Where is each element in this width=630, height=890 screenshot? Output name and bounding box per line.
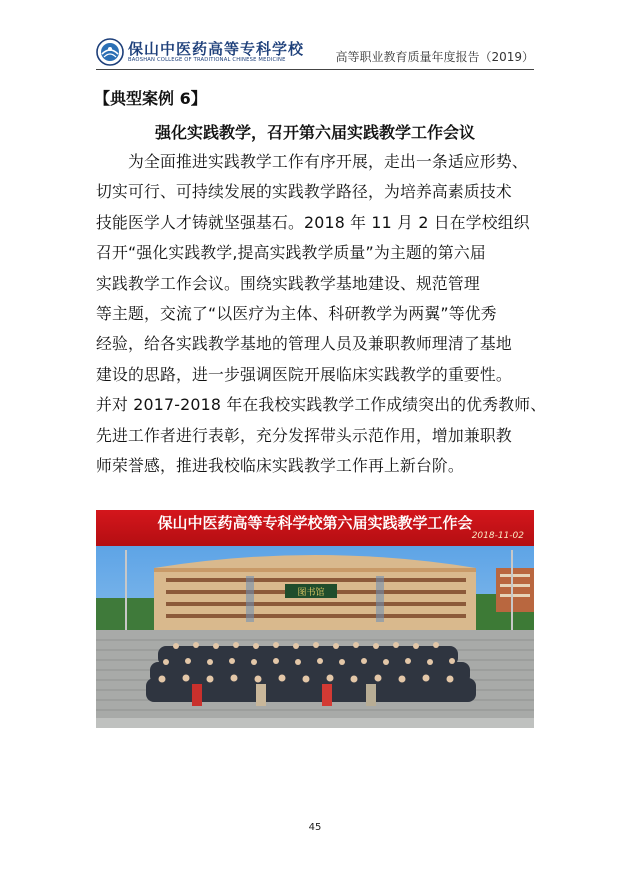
page-number: 45: [308, 822, 322, 833]
body-line: 并对 2017-2018 年在我校实践教学工作成绩突出的优秀教师、: [96, 395, 547, 415]
photo-scene: [96, 546, 534, 728]
body-line: 等主题，交流了“以医疗为主体、科研教学为两翼”等优秀: [96, 303, 497, 323]
article-title: 强化实践教学，召开第六届实践教学工作会议: [154, 123, 475, 142]
building-sign: 图书馆: [297, 588, 325, 598]
photo-banner: [96, 510, 534, 546]
body-line: 经验，给各实践教学基地的管理人员及兼职教师理清了基地: [96, 334, 512, 354]
group-photo: [96, 510, 534, 728]
body-line: 为全面推进实践教学工作有序开展，走出一条适应形势、: [128, 152, 528, 171]
body-line: 先进工作者进行表彰，充分发挥带头示范作用，增加兼职教: [96, 425, 512, 445]
header-divider: [96, 69, 534, 70]
body-line: 切实可行、可持续发展的实践教学路径，为培养高素质技术: [96, 182, 512, 202]
body-line: 师荣誉感，推进我校临床实践教学工作再上新台阶。: [96, 455, 464, 475]
banner-title: 保山中医药高等专科学校第六届实践教学工作会: [157, 514, 473, 532]
school-name-en: BAOSHAN COLLEGE OF TRADITIONAL CHINESE MEDICINE: [128, 57, 286, 63]
body-line: 召开“强化实践教学,提高实践教学质量”为主题的第六届: [96, 243, 486, 263]
body-line: 建设的思路，进一步强调医院开展临床实践教学的重要性。: [96, 364, 512, 384]
report-title: 高等职业教育质量年度报告（2019）: [335, 50, 534, 64]
case-label: 【典型案例 6】: [94, 89, 207, 108]
article-body: [96, 147, 547, 481]
body-line: 技能医学人才铸就坚强基石。2018 年 11 月 2 日在学校组织: [96, 212, 530, 232]
school-emblem-icon: [96, 38, 124, 66]
body-line: 实践教学工作会议。围绕实践教学基地建设、规范管理: [96, 273, 480, 293]
page-header: [96, 36, 534, 68]
banner-date: 2018-11-02: [471, 531, 524, 541]
school-name-cn: 保山中医药高等专科学校: [128, 40, 305, 58]
